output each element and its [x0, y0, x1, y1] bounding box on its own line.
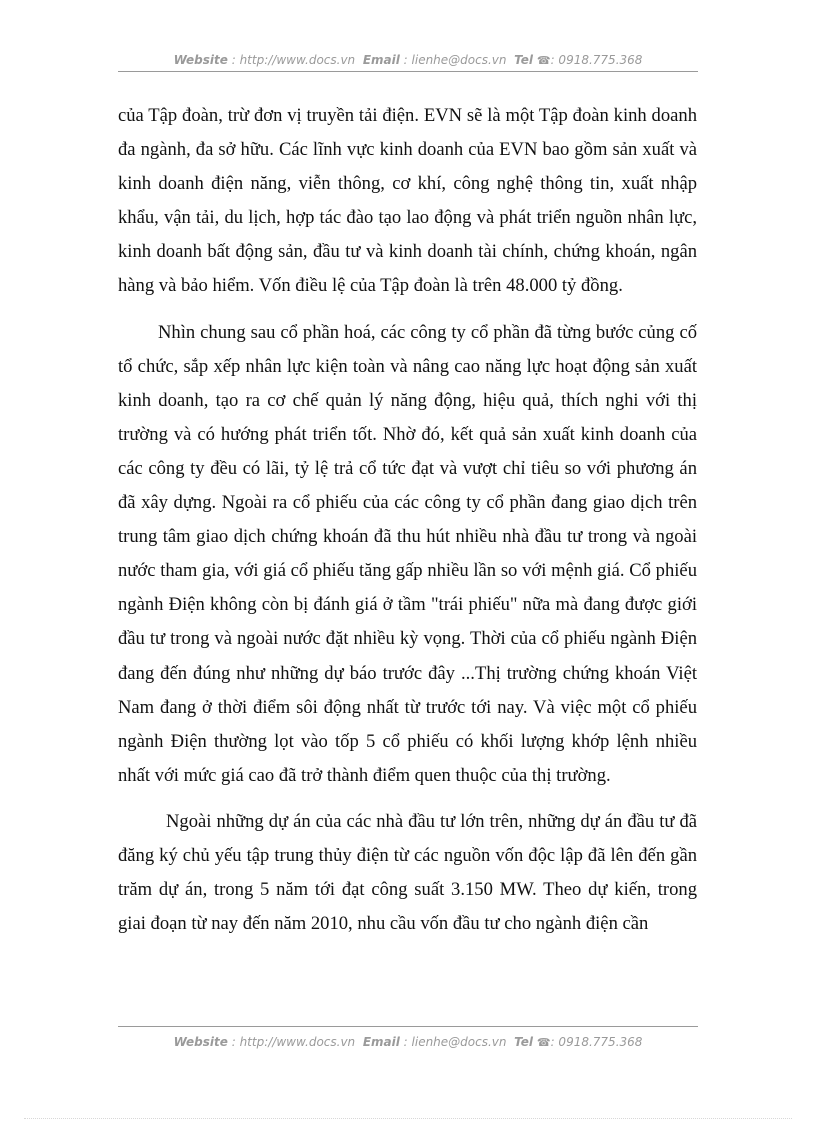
phone-icon: ☎ [536, 54, 551, 67]
footer-email-value: : lienhe@docs.vn [403, 1035, 507, 1049]
header-tel-value: : 0918.775.368 [550, 53, 643, 67]
header-email-label: Email [362, 53, 400, 67]
paragraph: của Tập đoàn, trừ đơn vị truyền tải điện. EVN sẽ là một Tập đoàn kinh doanh đa ngành, đa sở hữu. Các lĩnh vực kinh doanh của EVN bao gồm sản xuất và kinh doanh điện năng, viễn thông, cơ khí, công nghệ thông tin, xuất nhập khẩu, vận tải, du lịch, hợp tác đào tạo lao động và phát triển nguồn nhân lực, kinh doanh bất động sản, đầu tư và kinh doanh tài chính, chứng khoán, ngân hàng và bảo hiểm. Vốn điều lệ của Tập đoàn là trên 48.000 tỷ đồng. [118, 105, 697, 297]
page-header [118, 52, 698, 72]
footer-website-value: : http://www.docs.vn [231, 1035, 356, 1049]
footer-website-label: Website [173, 1035, 228, 1049]
paragraph: Nhìn chung sau cổ phần hoá, các công ty cổ phần đã từng bước củng cố tổ chức, sắp xếp nhân lực kiện toàn và nâng cao năng lực hoạt động sản xuất kinh doanh, tạo ra cơ chế quản lý năng động, hiệu quả, thích nghi với thị trường và có hướng phát triển tốt. Nhờ đó, kết quả sản xuất kinh doanh của các công ty đều có lãi, tỷ lệ trả cổ tức đạt và vượt chỉ tiêu so với phương án đã xây dựng. Ngoài ra cổ phiếu của các công ty cổ phần đang giao dịch trên trung tâm giao dịch chứng khoán đã thu hút nhiều nhà đầu tư trong và ngoài nước tham gia, với giá cổ phiếu tăng gấp nhiều lần so với mệnh giá. Cổ phiếu ngành Điện không còn bị đánh giá ở tầm "trái phiếu" nữa mà đang được giới đầu tư trong và ngoài nước đặt nhiều kỳ vọng. Thời của cổ phiếu ngành Điện đang đến đúng như những dự báo trước đây ...Thị trường chứng khoán Việt Nam đang ở thời điểm sôi động nhất từ trước tới nay. Và việc một cổ phiếu ngành Điện thường lọt vào tốp 5 cổ phiếu có khối lượng khớp lệnh nhiều nhất với mức giá cao đã trở thành điểm quen thuộc của thị trường. [118, 321, 697, 786]
footer-divider [118, 1026, 698, 1027]
header-website-label: Website [173, 53, 228, 67]
footer-tel-value: : 0918.775.368 [550, 1035, 643, 1049]
footer-email-label: Email [362, 1035, 400, 1049]
document-body [118, 99, 697, 941]
header-tel-label: Tel [514, 53, 534, 67]
page-edge-divider [24, 1118, 792, 1119]
page-footer [118, 1034, 698, 1051]
header-website-value: : http://www.docs.vn [231, 53, 356, 67]
header-email-value: : lienhe@docs.vn [403, 53, 507, 67]
paragraph: Ngoài những dự án của các nhà đầu tư lớn trên, những dự án đầu tư đã đăng ký chủ yếu tập trung thủy điện từ các nguồn vốn độc lập đã lên đến gần trăm dự án, trong 5 năm tới đạt công suất 3.150 MW. Theo dự kiến, trong giai đoạn từ nay đến năm 2010, nhu cầu vốn đầu tư cho ngành điện cần [118, 810, 697, 935]
phone-icon: ☎ [536, 1036, 551, 1049]
footer-tel-label: Tel [514, 1035, 534, 1049]
